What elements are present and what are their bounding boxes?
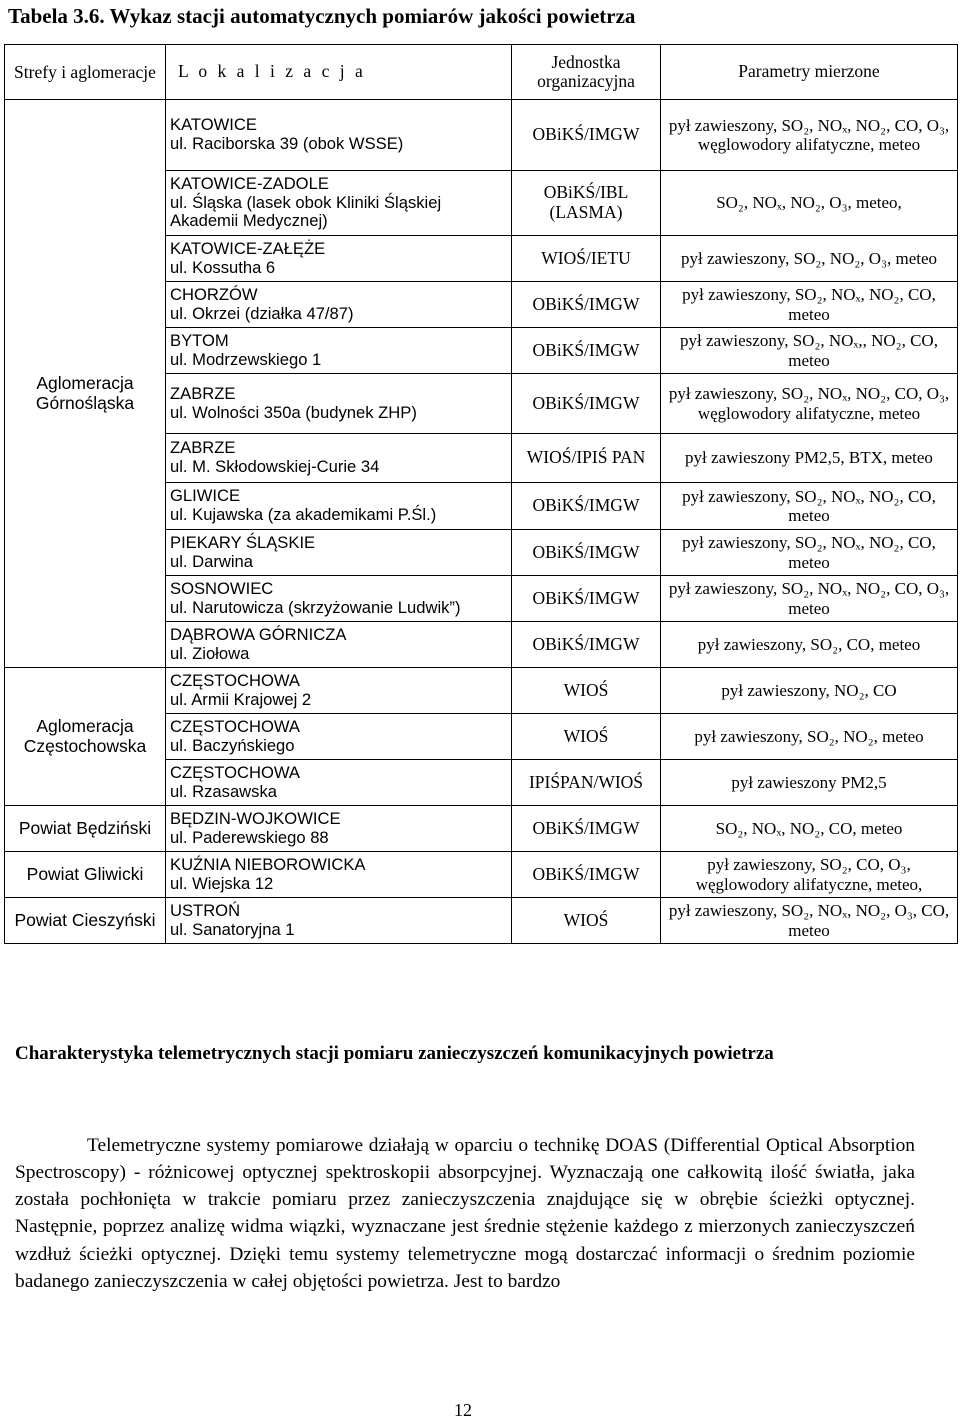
station-address: ul. Darwina (170, 551, 254, 571)
params-cell: pył zawieszony, SO₂, NOₓ, NO₂, CO, meteo (661, 530, 958, 576)
unit-cell: WIOŚ/IETU (512, 236, 661, 282)
unit-cell: WIOŚ (512, 668, 661, 714)
station-address: ul. Wolności 350a (budynek ZHP) (170, 402, 417, 422)
params-cell: pył zawieszony, SO₂, NOₓ,, NO₂, CO, meteo (661, 328, 958, 374)
station-address: ul. Narutowicza (skrzyżowanie Ludwik”) (170, 597, 461, 617)
stations-table (4, 44, 958, 944)
params-cell: pył zawieszony, SO₂, NOₓ, NO₂, CO, O₃, węglowodory alifatyczne, meteo (661, 100, 958, 171)
unit-cell: OBiKŚ/IMGW (512, 328, 661, 374)
location-cell (166, 622, 512, 668)
station-name: CHORZÓW (170, 284, 258, 304)
station-name: CZĘSTOCHOWA (170, 670, 300, 690)
table-caption: Tabela 3.6. Wykaz stacji automatycznych pomiarów jakości powietrza (8, 4, 636, 28)
params-cell: pył zawieszony, SO₂, NO₂, O₃, meteo (661, 236, 958, 282)
location-cell (166, 760, 512, 806)
header-params: Parametry mierzone (661, 45, 958, 100)
station-name: KATOWICE-ZAŁĘŻE (170, 238, 326, 258)
unit-cell: IPIŚPAN/WIOŚ (512, 760, 661, 806)
station-address: ul. Baczyńskiego (170, 735, 295, 755)
unit-cell: OBiKŚ/IMGW (512, 100, 661, 171)
params-cell: pył zawieszony, SO₂, NOₓ, NO₂, CO, O₃, węglowodory alifatyczne, meteo (661, 374, 958, 434)
station-address: ul. M. Skłodowskiej-Curie 34 (170, 457, 380, 476)
station-address: ul. Śląska (lasek obok Kliniki Śląskiej Akademii Medycznej) (170, 192, 442, 231)
header-location: L o k a l i z a c j a (166, 45, 512, 100)
unit-cell: OBiKŚ/IBL (LASMA) (512, 171, 661, 236)
station-name: USTROŃ (170, 900, 241, 920)
params-cell: SO₂, NOₓ, NO₂, O₃, meteo, (661, 171, 958, 236)
station-name: CZĘSTOCHOWA (170, 716, 300, 736)
zone-cell: Powiat Będziński (5, 806, 166, 852)
station-address: ul. Raciborska 39 (obok WSSE) (170, 134, 404, 153)
paragraph-text: Telemetryczne systemy pomiarowe działają w oparciu o technikę DOAS (Differential Optical Absorption Spectroscopy) - różnicowej optycznej spektroskopii absorpcyjnej. Wyznaczają one całkowitą ilość światła, jaka została pochłonięta w trakcie pomiaru przez zanieczyszczenia znajdujące się w obrębie ścieżki optycznej. Następnie, poprzez analizę widma wiązki, wyznaczane jest średnie stężenie każdego z mierzonych zanieczyszczeń wzdłuż ścieżki optycznej. Dzięki temu systemy telemetryczne mogą dostarczać informacji o średnim poziomie badanego zanieczyszczenia w całej objętości powietrza. Jest to bardzo (15, 1135, 915, 1292)
location-cell (166, 434, 512, 483)
body-paragraph (15, 1132, 915, 1295)
station-name: BYTOM (170, 330, 229, 350)
params-cell: pył zawieszony, SO₂, NOₓ, NO₂, CO, meteo (661, 483, 958, 530)
station-address: ul. Armii Krajowej 2 (170, 689, 312, 709)
params-cell: pył zawieszony, NO₂, CO (661, 668, 958, 714)
params-cell: pył zawieszony, SO₂, CO, meteo (661, 622, 958, 668)
header-zone: Strefy i aglomeracje (5, 45, 166, 100)
station-name: SOSNOWIEC (170, 578, 274, 598)
location-cell (166, 483, 512, 530)
unit-cell: WIOŚ (512, 714, 661, 760)
station-name: GLIWICE (170, 486, 241, 506)
station-name: CZĘSTOCHOWA (170, 762, 300, 782)
params-cell: pył zawieszony, SO₂, CO, O₃, węglowodory alifatyczne, meteo, (661, 852, 958, 898)
zone-cell: Aglomeracja Częstochowska (5, 668, 166, 806)
zone-cell: Powiat Cieszyński (5, 898, 166, 944)
station-name: DĄBROWA GÓRNICZA (170, 624, 347, 644)
station-name: KUŹNIA NIEBOROWICKA (170, 854, 366, 874)
params-cell: pył zawieszony, SO₂, NOₓ, NO₂, CO, O₃, meteo (661, 576, 958, 622)
unit-cell: OBiKŚ/IMGW (512, 530, 661, 576)
unit-cell: OBiKŚ/IMGW (512, 282, 661, 328)
location-cell (166, 576, 512, 622)
unit-cell: WIOŚ (512, 898, 661, 944)
header-unit: Jednostka organizacyjna (512, 45, 661, 100)
location-cell (166, 530, 512, 576)
location-cell (166, 374, 512, 434)
station-address: ul. Paderewskiego 88 (170, 827, 329, 847)
station-address: ul. Kujawska (za akademikami P.Śl.) (170, 505, 437, 524)
station-address: ul. Ziołowa (170, 643, 250, 663)
location-cell (166, 898, 512, 944)
station-address: ul. Kossutha 6 (170, 257, 276, 277)
location-cell (166, 171, 512, 236)
station-name: ZABRZE (170, 383, 236, 403)
station-address: ul. Wiejska 12 (170, 873, 274, 893)
location-cell (166, 668, 512, 714)
section-heading: Charakterystyka telemetrycznych stacji pomiaru zanieczyszczeń komunikacyjnych powietrza (15, 1043, 774, 1064)
params-cell: pył zawieszony, SO₂, NOₓ, NO₂, CO, meteo (661, 282, 958, 328)
zone-cell: Powiat Gliwicki (5, 852, 166, 898)
params-cell: pył zawieszony PM2,5, BTX, meteo (661, 434, 958, 483)
unit-cell: OBiKŚ/IMGW (512, 806, 661, 852)
params-cell: pył zawieszony, SO₂, NOₓ, NO₂, O₃, CO, meteo (661, 898, 958, 944)
table-row (5, 852, 958, 898)
location-cell (166, 852, 512, 898)
station-address: ul. Okrzei (działka 47/87) (170, 303, 354, 323)
table-row (5, 100, 958, 171)
unit-cell: OBiKŚ/IMGW (512, 576, 661, 622)
location-cell (166, 236, 512, 282)
page-number: 12 (454, 1400, 472, 1420)
unit-cell: OBiKŚ/IMGW (512, 483, 661, 530)
station-address: ul. Rzasawska (170, 781, 277, 801)
unit-cell: OBiKŚ/IMGW (512, 622, 661, 668)
station-address: ul. Sanatoryjna 1 (170, 919, 295, 939)
unit-cell: OBiKŚ/IMGW (512, 852, 661, 898)
location-cell (166, 714, 512, 760)
location-cell (166, 282, 512, 328)
station-name: ZABRZE (170, 438, 236, 458)
table-row (5, 806, 958, 852)
params-cell: pył zawieszony PM2,5 (661, 760, 958, 806)
params-cell: SO₂, NOₓ, NO₂, CO, meteo (661, 806, 958, 852)
unit-cell: WIOŚ/IPIŚ PAN (512, 434, 661, 483)
station-name: KATOWICE (170, 115, 257, 135)
zone-cell: Aglomeracja Górnośląska (5, 100, 166, 668)
table-row (5, 668, 958, 714)
table-header-row (5, 45, 958, 100)
location-cell (166, 806, 512, 852)
params-cell: pył zawieszony, SO₂, NO₂, meteo (661, 714, 958, 760)
station-name: KATOWICE-ZADOLE (170, 174, 329, 194)
station-name: PIEKARY ŚLĄSKIE (170, 532, 316, 552)
location-cell (166, 328, 512, 374)
location-cell (166, 100, 512, 171)
table-row (5, 898, 958, 944)
station-address: ul. Modrzewskiego 1 (170, 349, 322, 369)
unit-cell: OBiKŚ/IMGW (512, 374, 661, 434)
station-name: BĘDZIN-WOJKOWICE (170, 808, 341, 828)
